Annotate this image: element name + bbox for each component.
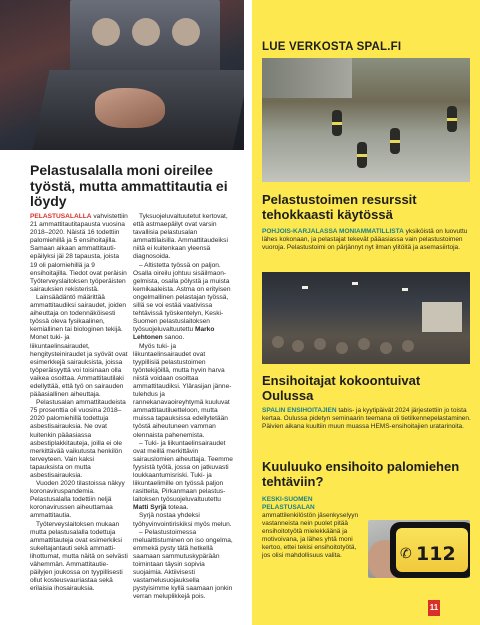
story-3-title: Kuuluuko ensihoito palomiehen tehtäviin? (262, 459, 460, 489)
paragraph: Syrjä nostaa yhdeksi työhyvinvointiriskiksi myös melun. (133, 512, 232, 528)
page-number: 11 (428, 600, 440, 616)
paragraph: Pelastusalan ammattitaudeista 75 prosenttia oli vuosina 2018–2020 palomiehillä todettuja asbestisairauksia. Ne ovat kuitenkin pääasiassa asbestiplakkitauteja, joilla ei ole merkittävää vaikutusta henkilön terveyteen. Vain kaksi tapauksista on mutta asbestisairauksia. (30, 399, 126, 479)
emergency-number: 112 (416, 543, 456, 565)
hero-photo-laptop (0, 0, 244, 150)
story-2-body: SPALIN ENSIHOITAJIEN tabis- ja kyytipäivät 2024 järjestettiin jo toista kertaa. Oulussa pidetyn seminaarin teemana oli tietilkennepelastaminen. Päivien aikana kuultiin muun muassa HEMS-ensihoitajien uratarinoita. (262, 407, 471, 430)
story-3-body: KESKI-SUOMEN PELASTUSALAN ammattilenkilöstön jäsenkyselyyn vastanneista nein puolet pitää ensihoitotyötä mielekkäänä ja motivoivana, ja lähes yhtä moni kertoo, ettei tekisi ensihoitotyötä, jos olisi mahdollisuus valita. (262, 496, 359, 559)
paragraph: – Altistetta työssä on paljon. Osalla oireilu johtuu sisäilmaongelmista, osalla pölystä ja muista kemikaaleista. Astma on erityisen ongelmallinen pelastajan työssä, sillä se voi estää vaativissa tehtävissä työskentelyn, Keski-Suomen pelastuslaitoksen työsuojeluvaltuutettu Marko Lehtonen sanoo. (133, 261, 231, 342)
panel-header: LUE VERKOSTA SPAL.FI (262, 41, 402, 53)
handset-icon: ✆ (400, 546, 412, 562)
story-1-body: POHJOIS-KARJALASSA MONIAMMATILLISTA yksiköistä on luovuttu lähes kokonaan, ja pelastajat tekevät pääasiassa vain pelastustoimen vuoroja. Pelastustoimi on pärjännyt nyt ilman ylitöitä ja asemasiirtoja. (262, 228, 468, 251)
hand (95, 88, 165, 128)
photo-seminar (262, 272, 470, 364)
photo-phone-112 (368, 520, 470, 578)
article-column-2 (133, 213, 233, 602)
paragraph: PELASTUSALALLA vahvistettiin 21 ammattitautitapausta vuosina 2018–2020. Näistä 16 todettiin palomiehillä ja 5 ensihoitajilla. Samaan aikaan ammattitautiepäilyksi jäi 28 tapausta, joista 19 oli palomiehillä ja 9 ensihoitajilla. Tiedot ovat peräisin Työterveyslaitoksen työperäisten sairauksien rekisteristä. (30, 213, 128, 293)
paragraph: Vuoden 2020 tilastoissa näkyy koronaviruspandemia. Pelastusalalla todettiin neljä koronavirussen aiheuttamaa ammattitautia. (30, 480, 125, 520)
paragraph: Tyksuojeluvaltuutetut kertovat, että astmaepäilyt ovat varsin tavallisia pelastusalan ammattilaisilla. Ammattitaudeiksi niitä ei kuitenkaan yleensä diagnosoida. (133, 213, 228, 261)
paragraph: – Tuki- ja liikuntaelinsairaudet ovat meillä merkittävin sairauslomien aiheuttaja. Teemme fyysistä työtä, jossa on jatkuvasti loukkaantumisriski. Tuki- ja liikuntaelimille on työssä paljon rasitteita, Pirkanmaan pelastuslaitoksen työsuojeluvaltuutettu Matti Syrjä toteaa. (133, 439, 233, 512)
paragraph: Työterveyslaitoksen mukaan mutta pelastusalalla todettuja ammattitauteja ovat esimerkiksi sukeltajantauti sekä ammattilihottumat, mutta näitä on selvästi vähemmän. Ammattitautiepäilyjen joukossa on tyypillisesti ollut kosteusvauriastaa sekä erilaisia ihosairauksia. (30, 520, 128, 593)
article-title: Pelastusalalla moni oireilee työstä, mutta ammattitautia ei löydy (30, 162, 228, 209)
photo-fire-training (262, 58, 470, 182)
paragraph: Myös tuki- ja liikuntaelinsairaudet ovat tyypillisiä pelastustoimen työntekijöillä, mutta hyvin harva niistä voidaan osoittaa ammattitaudiksi. Ylärasijan jännetulehdus ja rannekanavaoireyhtymä kuuluvat ammattitautiluetteloon, mutta muissa tapauksissa edellytetään työstä aiheutuneen vamman olennaista pahenemista. (133, 342, 232, 439)
article-column-1 (30, 213, 128, 593)
paragraph: Lainsäädäntö määrittää ammattitaudiksi sairaudet, joiden aiheuttaja on todennäköisesti työssä oleva fysikaalinen, kemiallinen tai biologinen tekijä. Monet tuki- ja liikuntaelinsairaudet, hengitysteiniraudet ja syövät ovat esimerkkejä sairauksista, joissa työperäisyyttä voi toisinaan olla vaikea osoittaa. Ammattitautilaki edellyttää, että työ on sairauden pääasiallinen aiheuttaja. (30, 293, 128, 399)
video-call-screen (70, 0, 220, 80)
story-1-title: Pelastustoimen resurssit tehokkaasti käytössä (262, 192, 417, 222)
phone (390, 522, 470, 578)
story-2-title: Ensihoitajat kokoontuivat Oulussa (262, 373, 421, 403)
paragraph: – Pelastustoimessa meluaittistuminen on iso ongelma, emmekä pysty tätä hetkellä saamaan sammutuskypärään toimintaan täysin sopivia suojaimia. Aktiivisesti vastamelusuojauksella pystyisimme kyllä saamaan jonkin verran meluplikkejä pois. (133, 528, 233, 601)
